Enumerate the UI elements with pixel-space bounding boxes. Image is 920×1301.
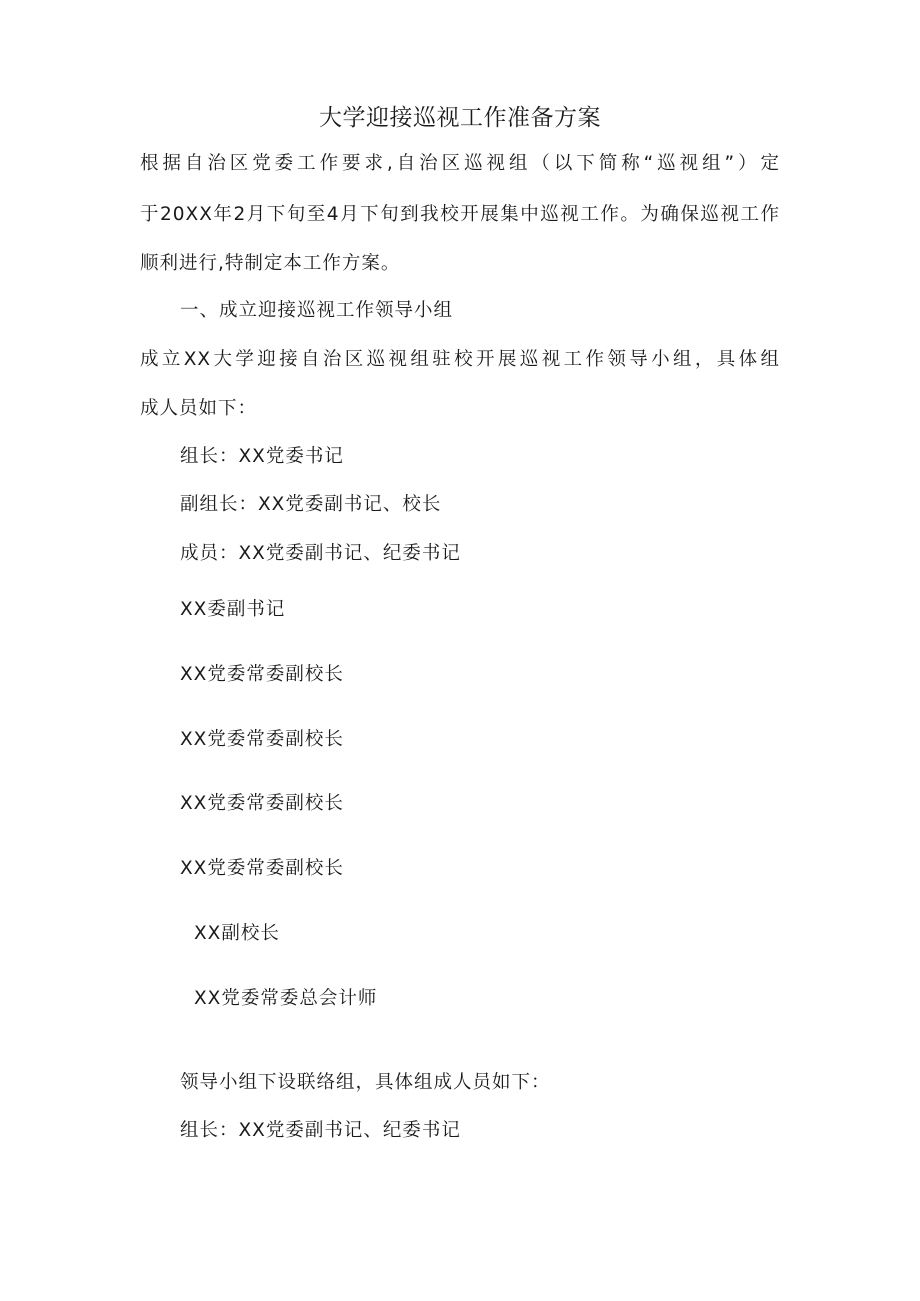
member-line-members: 成员：XX党委副书记、纪委书记 xyxy=(180,543,461,564)
member-line: XX副校长 xyxy=(194,923,280,944)
member-line: XX党委常委副校长 xyxy=(180,858,344,879)
member-line-leader: 组长：XX党委书记 xyxy=(180,446,344,467)
liaison-group-intro: 领导小组下设联络组，具体组成人员如下： xyxy=(180,1072,551,1093)
paragraph-line-4: 成立XX大学迎接自治区巡视组驻校开展巡视工作领导小组，具体组 xyxy=(140,349,780,370)
member-line: XX党委常委副校长 xyxy=(180,793,344,814)
member-line-deputy-leader: 副组长：XX党委副书记、校长 xyxy=(180,494,442,515)
paragraph-line-3: 顺利进行,特制定本工作方案。 xyxy=(140,253,401,274)
paragraph-line-5: 成人员如下： xyxy=(140,398,258,419)
section-heading: 一、成立迎接巡视工作领导小组 xyxy=(180,300,454,321)
member-line: XX委副书记 xyxy=(180,599,286,620)
member-line: XX党委常委总会计师 xyxy=(194,988,378,1009)
member-line: XX党委常委副校长 xyxy=(180,729,344,750)
paragraph-line-2: 于20XX年2月下旬至4月下旬到我校开展集中巡视工作。为确保巡视工作 xyxy=(140,204,780,225)
paragraph-line-1: 根据自治区党委工作要求,自治区巡视组（以下简称“巡视组”）定 xyxy=(140,153,780,174)
member-line: XX党委常委副校长 xyxy=(180,664,344,685)
liaison-group-leader: 组长：XX党委副书记、纪委书记 xyxy=(180,1120,461,1141)
document-title: 大学迎接巡视工作准备方案 xyxy=(319,105,601,131)
